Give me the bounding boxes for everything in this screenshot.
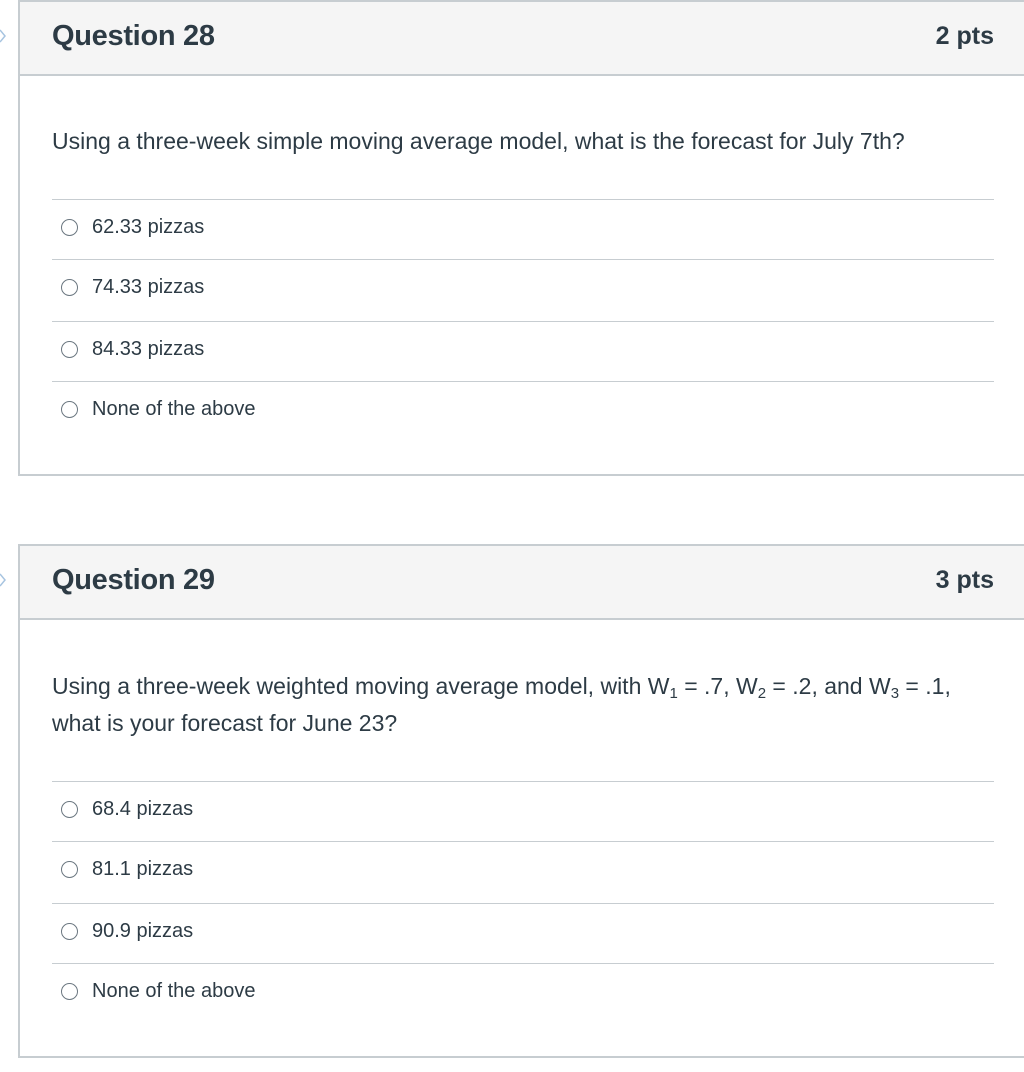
radio-button[interactable] xyxy=(61,341,78,358)
answer-option[interactable] xyxy=(52,321,994,381)
answer-option[interactable] xyxy=(52,381,994,441)
question-text: Using a three-week weighted moving average model, with $W_1 = .7$, $W_2 = .2$, and $W_3 = .1$, what is your forecast for June 23? xyxy=(52,673,951,736)
answer-option[interactable] xyxy=(52,199,994,259)
answer-label[interactable]: 74.33 pizzas xyxy=(92,276,205,298)
answer-list xyxy=(52,781,994,1023)
radio-button[interactable] xyxy=(61,279,78,296)
answer-option[interactable] xyxy=(52,903,994,963)
radio-button[interactable] xyxy=(61,219,78,236)
answer-option[interactable] xyxy=(52,259,994,321)
answer-label[interactable]: 68.4 pizzas xyxy=(92,798,194,820)
answer-label[interactable]: None of the above xyxy=(92,980,256,1002)
question-points: 2 pts xyxy=(935,22,994,50)
radio-button[interactable] xyxy=(61,923,78,940)
question-29 xyxy=(18,544,1024,1058)
question-title: Question 28 xyxy=(52,20,215,52)
answer-option[interactable] xyxy=(52,963,994,1023)
radio-button[interactable] xyxy=(61,861,78,878)
question-28 xyxy=(18,0,1024,476)
answer-label[interactable]: 90.9 pizzas xyxy=(92,920,194,942)
question-title: Question 29 xyxy=(52,564,215,596)
flag-question-icon[interactable] xyxy=(0,29,6,43)
flag-question-icon[interactable] xyxy=(0,573,6,587)
radio-button[interactable] xyxy=(61,401,78,418)
question-text: Using a three-week simple moving average model, what is the forecast for July 7th? xyxy=(52,128,905,154)
question-header xyxy=(20,546,1024,620)
question-header xyxy=(20,2,1024,76)
radio-button[interactable] xyxy=(61,801,78,818)
radio-button[interactable] xyxy=(61,983,78,1000)
answer-label[interactable]: 81.1 pizzas xyxy=(92,858,194,880)
answer-label[interactable]: None of the above xyxy=(92,398,256,420)
answer-option[interactable] xyxy=(52,781,994,841)
answer-option[interactable] xyxy=(52,841,994,903)
answer-label[interactable]: 84.33 pizzas xyxy=(92,338,205,360)
answer-list xyxy=(52,199,994,441)
answer-label[interactable]: 62.33 pizzas xyxy=(92,216,205,238)
question-points: 3 pts xyxy=(935,566,994,594)
